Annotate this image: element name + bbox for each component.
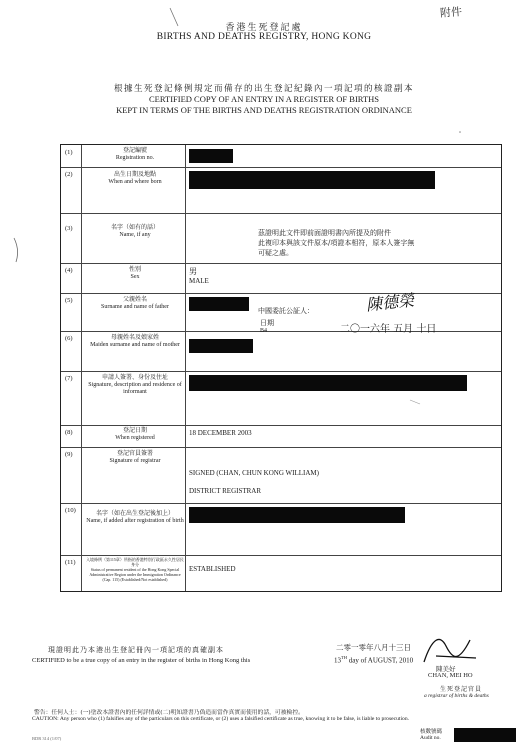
certification-date-zh: 二零一零年八月十三日 bbox=[336, 643, 411, 652]
notary-label: 中國委託公証人： bbox=[258, 307, 314, 315]
row-number: (3) bbox=[65, 225, 73, 232]
row-residency-status bbox=[61, 555, 501, 591]
cert-day: 13 bbox=[334, 656, 341, 665]
registry-name-en: BIRTHS AND DEATHS REGISTRY, HONG KONG bbox=[156, 32, 372, 42]
officer-role-en: a registrar of births & deaths bbox=[424, 693, 489, 699]
caution-zh: 警告：任何人士：(一)塗改本證書內的任何詳情或(二)明知證書乃偽造而當作真實而使用的話，可被檢控。 bbox=[34, 710, 304, 716]
row-label: 名字（如在出生登記後加上） Name, if added after registration of birth bbox=[86, 511, 184, 524]
notary-note-line2: 此複印本與該文件原本/項證本相符，原本人簽字無 bbox=[258, 239, 415, 247]
residency-status: ESTABLISHED bbox=[189, 565, 236, 573]
notary-date-value: 二〇一六年 五月 十日 bbox=[340, 324, 437, 335]
register-entry-table bbox=[60, 144, 502, 592]
form-number: BDR 314 (1/07) bbox=[32, 736, 62, 741]
sex-value-zh: 男 bbox=[189, 267, 197, 276]
caution-en bbox=[32, 716, 409, 722]
redacted-father bbox=[189, 297, 249, 311]
row-label: 入境條例（第115章）所指的香港特別行政區永久性居民身分 Status of permanent resident of the Hong Kong Special Administrative Region under the Immigration Ordinance (Cap. 115) (Established/Not established) bbox=[86, 557, 184, 582]
certification-en: CERTIFIED to be a true copy of an entry in the register of births in Hong Kong this bbox=[32, 657, 251, 664]
redacted-birth-info bbox=[189, 171, 435, 189]
row-label: 母親姓名及娘家姓 Maiden surname and name of mother bbox=[90, 335, 180, 348]
redacted-audit-no bbox=[454, 728, 516, 742]
audit-no-zh: 核數號碼 bbox=[420, 729, 443, 735]
redacted-added-name bbox=[189, 507, 405, 523]
row-label: 出生日期及地點 When and where born bbox=[108, 172, 162, 185]
notary-note-line3: 可疑之處。 bbox=[258, 249, 293, 257]
notary-b4: B4 bbox=[260, 328, 268, 334]
notary-date-label: 日期 bbox=[260, 319, 274, 327]
notary-note bbox=[258, 228, 414, 258]
caution-label: CAUTION: bbox=[32, 716, 59, 722]
redacted-informant bbox=[189, 375, 467, 391]
redacted-registration-no bbox=[189, 149, 233, 163]
title-en-line2: KEPT IN TERMS OF THE BIRTHS AND DEATHS REGISTRATION ORDINANCE bbox=[116, 105, 412, 115]
row-mother bbox=[61, 331, 501, 372]
certification-date-en bbox=[334, 655, 413, 664]
row-label: 登記日期 When registered bbox=[115, 428, 155, 441]
row-label: 登記官員簽署 Signature of registrar bbox=[109, 451, 161, 464]
row-registered bbox=[61, 425, 501, 448]
officer-name-en: CHAN, MEI HO bbox=[428, 672, 473, 679]
row-sex bbox=[61, 263, 501, 294]
title-zh: 根據生死登記條例規定而備存的出生登記紀錄內一項記項的核證副本 bbox=[113, 83, 414, 93]
registry-name-zh: 香港生死登記處 bbox=[225, 22, 303, 32]
caution-text: Any person who (1) falsifies any of the particulars on this certificate, or (2) uses a falsified certificate as true, knowing it to be false, is liable to prosecution. bbox=[59, 716, 410, 722]
row-number: (4) bbox=[65, 267, 73, 274]
cert-date-rest: day of AUGUST, 2010 bbox=[348, 656, 414, 665]
row-number: (9) bbox=[65, 451, 73, 458]
registrar-title: DISTRICT REGISTRAR bbox=[189, 487, 262, 495]
title-en-line1: CERTIFIED COPY OF AN ENTRY IN A REGISTER OF BIRTHS bbox=[149, 94, 379, 104]
notary-signature: 陳德榮 bbox=[365, 290, 415, 315]
notary-note-line1: 茲證明此文件即前面證明書內所提及的附件 bbox=[258, 229, 391, 237]
row-label: 父親姓名 Surname and name of father bbox=[101, 297, 169, 310]
row-label: 名字（如有的話） Name, if any bbox=[110, 225, 159, 238]
audit-no-label: Audit no. bbox=[420, 735, 441, 741]
row-number: (5) bbox=[65, 297, 73, 304]
registered-date: 18 DECEMBER 2003 bbox=[189, 429, 252, 437]
handwritten-annotation: 附件 bbox=[439, 5, 463, 20]
row-number: (10) bbox=[65, 507, 76, 514]
row-birth bbox=[61, 167, 501, 214]
sex-value: MALE bbox=[189, 277, 209, 285]
row-number: (1) bbox=[65, 149, 73, 156]
row-number: (2) bbox=[65, 171, 73, 178]
row-label: 性別 Sex bbox=[128, 267, 141, 280]
redacted-mother bbox=[189, 339, 253, 353]
row-number: (6) bbox=[65, 335, 73, 342]
certification-zh: 現證明此乃本港出生登記冊內一項記項的真確副本 bbox=[48, 646, 224, 654]
row-label: 申請人簽署、身份及住址 Signature, description and residence of informant bbox=[88, 375, 182, 395]
row-registration-no bbox=[61, 145, 501, 168]
officer-name-zh: 陳美好 bbox=[436, 665, 456, 673]
row-registrar bbox=[61, 447, 501, 504]
registrar-signature: SIGNED (CHAN, CHUN KONG WILLIAM) bbox=[189, 469, 319, 477]
row-number: (11) bbox=[65, 559, 76, 566]
row-number: (8) bbox=[65, 429, 73, 436]
row-added-name bbox=[61, 503, 501, 556]
row-informant bbox=[61, 371, 501, 426]
cert-day-suffix: TH bbox=[341, 655, 347, 660]
row-number: (7) bbox=[65, 375, 73, 382]
row-label: 登記編號 Registration no. bbox=[115, 148, 155, 161]
officer-role-zh: 生死登記官員 bbox=[440, 686, 483, 693]
